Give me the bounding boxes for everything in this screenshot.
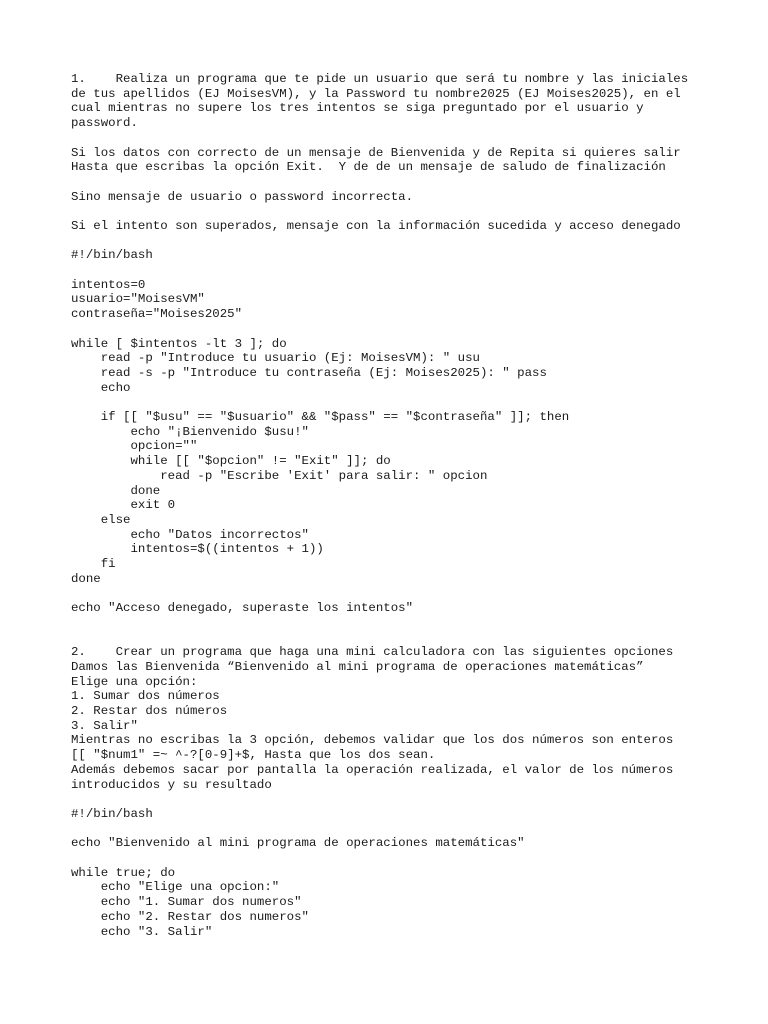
document-line: echo "2. Restar dos numeros" <box>71 909 309 924</box>
document-line <box>71 204 731 219</box>
document-line: while [ $intentos -lt 3 ]; do <box>71 336 287 351</box>
document-line: read -p "Introduce tu usuario (Ej: MoisesVM): " usu <box>71 351 480 366</box>
document-line: Si los datos con correcto de un mensaje de Bienvenida y de Repita si quieres salir <box>71 145 681 160</box>
document-line: [[ "$num1" =~ ^-?[0-9]+$, Hasta que los dos sean. <box>71 748 436 763</box>
document-line: 1. Sumar dos números <box>71 689 220 704</box>
document-line: done <box>71 571 101 586</box>
document-line: opcion="" <box>71 439 198 454</box>
document-line <box>71 822 731 837</box>
document-line: Si el intento son superados, mensaje con la información sucedida y acceso denegado <box>71 218 681 233</box>
document-line: usuario="MoisesVM" <box>71 292 205 307</box>
document-line: done <box>71 483 161 498</box>
document-line: 2. Restar dos números <box>71 704 228 719</box>
document-line: else <box>71 512 131 527</box>
document-line: echo "¡Bienvenido $usu!" <box>71 424 309 439</box>
document-line: 2. Crear un programa que haga una mini calculadora con las siguientes opciones <box>71 645 674 660</box>
document-line: while [[ "$opcion" != "Exit" ]]; do <box>71 454 391 469</box>
document-line: echo "Elige una opcion:" <box>71 880 280 895</box>
document-line: intentos=$((intentos + 1)) <box>71 542 324 557</box>
document-line: echo "Datos incorrectos" <box>71 527 309 542</box>
document-line: read -p "Escribe 'Exit' para salir: " opcion <box>71 468 488 483</box>
document-line <box>71 792 731 807</box>
document-line: intentos=0 <box>71 277 146 292</box>
document-line: echo <box>71 380 131 395</box>
document-line: if [[ "$usu" == "$usuario" && "$pass" == "$contraseña" ]]; then <box>71 410 570 425</box>
document-line <box>71 587 731 602</box>
document-line: cual mientras no supere los tres intentos se siga preguntado por el usuario y <box>71 101 644 116</box>
document-line <box>71 631 731 646</box>
document-line: fi <box>71 557 116 572</box>
document-body <box>71 72 731 939</box>
document-line: read -s -p "Introduce tu contraseña (Ej: Moises2025): " pass <box>71 365 547 380</box>
document-line: Hasta que escribas la opción Exit. Y de de un mensaje de saludo de finalización <box>71 160 666 175</box>
document-line: exit 0 <box>71 498 176 513</box>
document-line: introducidos y su resultado <box>71 777 272 792</box>
document-line: #!/bin/bash <box>71 248 153 263</box>
document-line: Damos las Bienvenida “Bienvenido al mini programa de operaciones matemáticas” <box>71 659 644 674</box>
document-line <box>71 851 731 866</box>
document-line: echo "Bienvenido al mini programa de operaciones matemáticas" <box>71 836 525 851</box>
document-line <box>71 234 731 249</box>
document-line: Además debemos sacar por pantalla la operación realizada, el valor de los números <box>71 762 674 777</box>
document-line: #!/bin/bash <box>71 806 153 821</box>
document-line <box>71 322 731 337</box>
document-line: Elige una opción: <box>71 674 198 689</box>
document-line: contraseña="Moises2025" <box>71 307 243 322</box>
document-line: echo "Acceso denegado, superaste los intentos" <box>71 601 414 616</box>
document-line: 3. Salir" <box>71 718 138 733</box>
document-line: Mientras no escribas la 3 opción, debemos validar que los dos números son enteros <box>71 733 674 748</box>
document-line <box>71 263 731 278</box>
document-line: echo "3. Salir" <box>71 924 213 939</box>
document-line <box>71 616 731 631</box>
document-line <box>71 131 731 146</box>
document-line: password. <box>71 116 138 131</box>
document-line <box>71 175 731 190</box>
document-line <box>71 395 731 410</box>
document-line: echo "1. Sumar dos numeros" <box>71 895 302 910</box>
document-line: de tus apellidos (EJ MoisesVM), y la Password tu nombre2025 (EJ Moises2025), en el <box>71 86 681 101</box>
document-line: 1. Realiza un programa que te pide un usuario que será tu nombre y las iniciales <box>71 72 689 86</box>
document-line: while true; do <box>71 865 176 880</box>
document-line: Sino mensaje de usuario o password incorrecta. <box>71 189 414 204</box>
